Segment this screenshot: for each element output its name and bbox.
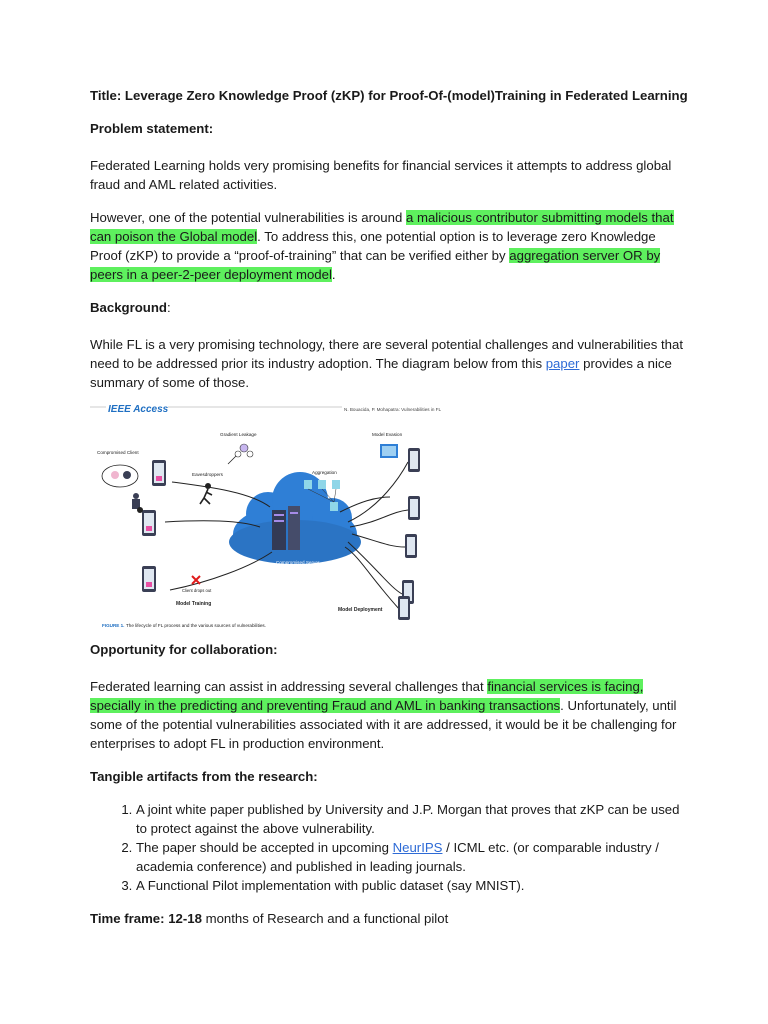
journal-name: IEEE Access	[108, 404, 169, 415]
deployment-phone-icon	[408, 448, 420, 472]
deployment-phone-icon	[398, 596, 410, 620]
label-model-evasion: Model Evasion	[372, 432, 403, 437]
artifacts-heading: Tangible artifacts from the research:	[90, 769, 318, 784]
compromised-client-icon	[102, 465, 140, 509]
timeframe-line: Time frame: 12-18 months of Research and a functional pilot	[90, 911, 449, 926]
client-phone-icon	[142, 566, 156, 592]
figure-authors: N. Bouacida, P. Mohapatra: Vulnerabilities in FL	[344, 407, 442, 412]
label-model-deployment: Model Deployment	[338, 607, 383, 613]
highlight-poison: a malicious contributor submitting models that can poison the Global model	[90, 210, 674, 244]
deployment-phone-icon	[408, 496, 420, 520]
model-evasion-icon	[380, 444, 398, 458]
figure-caption: The lifecycle of FL process and the various sources of vulnerabilities.	[126, 623, 267, 628]
background-paragraph: While FL is a very promising technology, there are several potential challenges and vulnerabilities that need to be addressed prior its industry adoption. The diagram below from this paper provides a nice summary of some of those.	[90, 337, 684, 390]
paper-link[interactable]: paper	[545, 356, 580, 371]
drop-out-x-icon	[192, 576, 200, 584]
figure-caption-label: FIGURE 1.	[102, 623, 125, 628]
label-compromised-client: Compromised Client	[97, 450, 139, 455]
label-model-training: Model Training	[176, 601, 212, 607]
opportunity-heading: Opportunity for collaboration:	[90, 642, 278, 657]
highlight-aggregation: aggregation server OR by peers in a peer-2-peer deployment model	[90, 248, 661, 282]
label-client-drops-out: Client drops out	[182, 588, 212, 593]
neurips-link[interactable]: NeurIPS	[392, 840, 443, 855]
list-item: 2. The paper should be accepted in upcoming NeurIPS / ICML etc. (or comparable industry / academia conference) and published in leading journals.	[136, 838, 690, 876]
label-gradient-leakage: Gradient Leakage	[220, 432, 257, 437]
label-aggregation: Aggregation	[312, 470, 337, 475]
problem-paragraph-1: Federated Learning holds very promising benefits for financial services it attempts to address global fraud and AML related activities.	[90, 158, 672, 192]
background-heading: Background:	[90, 300, 171, 315]
cloud-server-icon	[229, 472, 361, 564]
malicious-user-icon	[137, 507, 143, 513]
problem-heading: Problem statement:	[90, 121, 214, 136]
deployment-phone-icon	[405, 534, 417, 558]
document-page	[90, 86, 690, 928]
list-item: 1. A joint white paper published by University and J.P. Morgan that proves that zKP can be used to protect against the above vulnerability.	[136, 800, 690, 838]
gradient-leakage-icon	[228, 444, 253, 464]
label-eavesdroppers: Eavesdroppers	[192, 472, 223, 477]
problem-paragraph-2: However, one of the potential vulnerabilities is around a malicious contributor submitting models that can poison the Global model. To address this, one potential option is to leverage zero Knowledge Proof (zKP) to provide a “proof-of-training” that can be verified either by aggregation server OR by peers in a peer-2-peer deployment model.	[90, 210, 674, 282]
client-phone-icon	[152, 460, 166, 486]
vulnerabilities-figure	[90, 402, 460, 634]
artifacts-list	[90, 800, 690, 895]
opportunity-paragraph: Federated learning can assist in addressing several challenges that financial services is facing, specially in the predicting and preventing Fraud and AML in banking transactions. Unfortunately, until some of the potential vulnerabilities associated with it are addressed, it would be it be challenging for enterprises to adopt FL in production environment.	[90, 679, 677, 751]
page-title: Title: Leverage Zero Knowledge Proof (zKP) for Proof-Of-(model)Training in Federated Learning	[90, 88, 688, 103]
client-phone-icon	[142, 510, 156, 536]
list-item: 3. A Functional Pilot implementation with public dataset (say MNIST).	[136, 876, 690, 895]
highlight-financial: financial services is facing, specially in the predicting and preventing Fraud and AML in banking transactions	[90, 679, 644, 713]
label-compromised-server: Compromised Server	[276, 560, 320, 565]
